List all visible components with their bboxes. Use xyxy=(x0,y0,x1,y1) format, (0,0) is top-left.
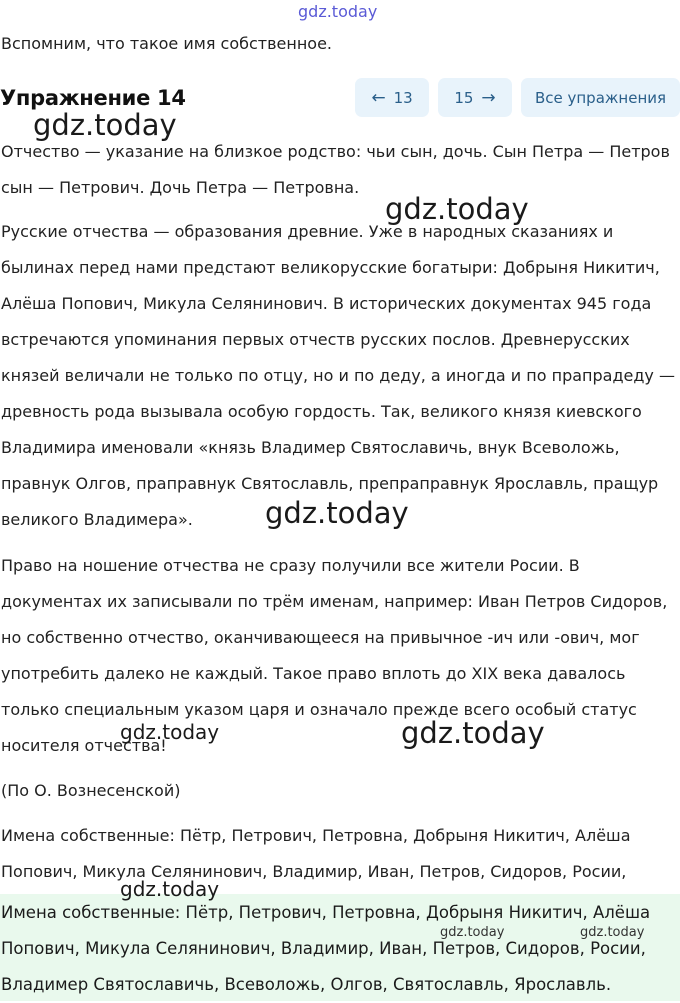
paragraph-1: Отчество — указание на близкое родство: чьи сын, дочь. Сын Петра — Петров сын — Петрович. Дочь Петра — Петровна. xyxy=(1,142,670,197)
answer-block xyxy=(0,894,680,1001)
watermark: gdz.today xyxy=(33,108,177,142)
watermark: gdz.today xyxy=(120,720,220,744)
arrow-right-icon: → xyxy=(481,87,496,108)
prev-exercise-label: 13 xyxy=(393,88,413,107)
watermark: gdz.today xyxy=(120,877,220,901)
answer-text: Имена собственные: Пётр, Петрович, Петровна, Добрыня Никитич, Алёша Попович, Микула Селянинович, Владимир, Иван, Петров, Сидоров, Росии, Владимер Святославичь, Всеволожь, Олгов, Святославль, Ярославль. xyxy=(1,903,651,994)
watermark-top: gdz.today xyxy=(298,2,378,21)
watermark: gdz.today xyxy=(440,925,505,940)
prev-exercise-button[interactable] xyxy=(355,78,429,117)
next-exercise-button[interactable] xyxy=(438,78,512,117)
all-exercises-label: Все упражнения xyxy=(534,88,667,107)
paragraph-3: Право на ношение отчества не сразу получили все жители Росии. В документах их записывали по трём именам, например: Иван Петров Сидоров, но собственно отчество, оканчивающееся на привычное -ич или -ович, мог употребить далеко не каждый. Такое право вплоть до XIX века давалось только специальным указом царя и означало прежде всего особый статус носителя отчества! xyxy=(1,556,668,755)
paragraph-4: Имена собственные: Пётр, Петрович, Петровна, Добрыня Никитич, Алёша Попович, Микула Селянинович, Владимир, Иван, Петров, Сидоров, Росии, xyxy=(1,826,631,881)
watermark: gdz.today xyxy=(265,496,409,530)
source-citation: (По О. Вознесенской) xyxy=(1,781,181,800)
intro-text: Вспомним, что такое имя собственное. xyxy=(1,34,333,53)
watermark: gdz.today xyxy=(385,192,529,226)
next-exercise-label: 15 xyxy=(454,88,474,107)
paragraph-2: Русские отчества — образования древние. Уже в народных сказаниях и былинах перед нами предстают великорусские богатыри: Добрыня Никитич, Алёша Попович, Микула Селянинович. В исторических документах 945 года встречаются упоминания первых отчеств русских послов. Древнерусских князей величали не только по отцу, но и по деду, а иногда и по прапрадеду — древность рода вызывала особую гордость. Так, великого князя киевского Владимира именовали «князь Владимер Святославичь, внук Всеволожь, правнук Олгов, праправнук Святославль, препраправнук Ярославль, пращур великого Владимера». xyxy=(1,222,675,529)
arrow-left-icon: ← xyxy=(371,87,386,108)
page-title: Упражнение 14 xyxy=(0,86,186,110)
all-exercises-button[interactable] xyxy=(521,78,680,117)
watermark: gdz.today xyxy=(580,925,645,940)
watermark: gdz.today xyxy=(401,716,545,750)
